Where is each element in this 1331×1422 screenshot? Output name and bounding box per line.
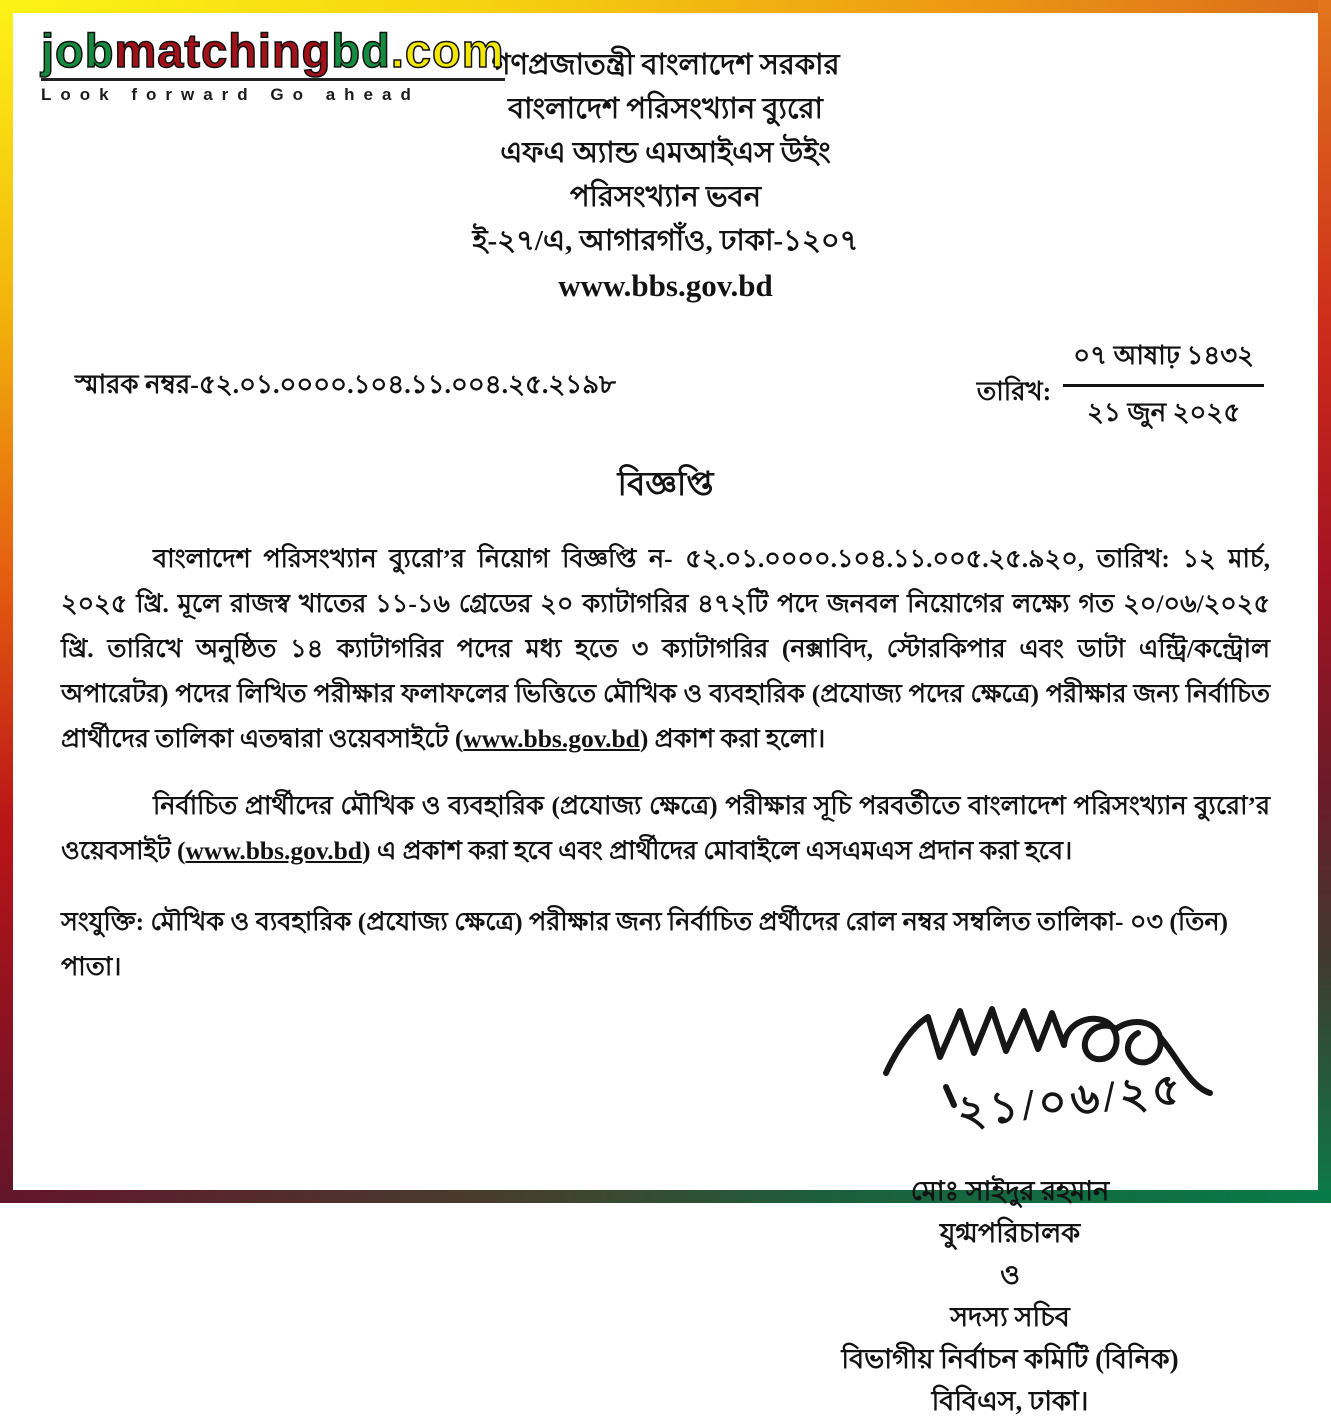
memo-date-row	[61, 335, 1270, 436]
letterhead-address: ই-২৭/এ, আগারগাঁও, ঢাকা-১২০৭	[472, 225, 859, 257]
letterhead-wing: এফএ অ্যান্ড এমআইএস উইং	[500, 137, 831, 169]
jobmatchingbd-logo	[41, 24, 505, 105]
para2-text-after-url: ) এ প্রকাশ করা হবে এবং প্রার্থীদের মোবাইলে এসএমএস প্রদান করা হবে।	[361, 836, 1073, 865]
notice-title: বিজ্ঞপ্তি	[617, 467, 714, 503]
logo-tagline: Look forward Go ahead	[41, 85, 420, 104]
para1-text-after-url: ) প্রকাশ করা হলো।	[639, 724, 826, 753]
signatory-organization: বিবিএস, ঢাকা।	[931, 1386, 1089, 1416]
date-fraction	[1063, 335, 1264, 436]
letterhead-website-text: www.bbs.gov.bd	[558, 268, 773, 303]
para1-bbs-website-link[interactable]: www.bbs.gov.bd	[463, 724, 640, 753]
signatory-designation2: সদস্য সচিব	[950, 1302, 1070, 1332]
memo-number: স্মারক নম্বর-৫২.০১.০০০০.১০৪.১১.০০৪.২৫.২১৯৮	[75, 369, 616, 399]
frame-border-right	[1318, 0, 1331, 1203]
handwritten-date: ২১/০৬/২৫	[954, 1064, 1187, 1137]
notice-paragraph-1	[61, 536, 1270, 761]
letterhead-bureau: বাংলাদেশ পরিসংখ্যান ব্যুরো	[508, 93, 823, 125]
date-label: তারিখ:	[976, 376, 1052, 406]
signatory-name: মোঃ সাইদুর রহমান	[910, 1176, 1110, 1206]
notice-paragraph-2	[61, 783, 1270, 873]
date-block	[977, 335, 1264, 436]
date-gregorian: ২১ জুন ২০২৫	[1087, 398, 1241, 427]
signatory-designation: যুগ্মপরিচালক	[939, 1218, 1081, 1248]
letterhead-building: পরিসংখ্যান ভবন	[569, 181, 762, 213]
signatory-committee: বিভাগীয় নির্বাচন কমিটি (বিনিক)	[841, 1344, 1179, 1374]
document-page	[13, 13, 1318, 1416]
signature-area	[780, 995, 1240, 1170]
logo-part-com: .com	[390, 24, 505, 77]
signatory-conjunction: ও	[1000, 1260, 1020, 1290]
attachment-line: সংযুক্তি: মৌখিক ও ব্যবহারিক (প্রযোজ্য ক্ষেত্রে) পরীক্ষার জন্য নির্বাচিত প্রর্থীদের রোল নম্বর সম্বলিত তালিকা- ০৩ (তিন) পাতা।	[61, 907, 1229, 981]
frame-border-left	[0, 0, 13, 1203]
jobmatchingbd-logo-wordmark	[41, 24, 505, 81]
logo-part-matching: matching	[114, 24, 332, 77]
letterhead-government: গণপ্রজাতন্ত্রী বাংলাদেশ সরকার	[491, 49, 840, 81]
para2-bbs-website-link[interactable]: www.bbs.gov.bd	[185, 836, 362, 865]
logo-part-job: job	[41, 24, 115, 77]
para1-text-before-url: বাংলাদেশ পরিসংখ্যান ব্যুরো’র নিয়োগ বিজ্ঞপ্তি ন- ৫২.০১.০০০০.১০৪.১১.০০৫.২৫.৯২০, তারিখ: ১২ মার্চ, ২০২৫ খ্রি. মূলে রাজস্ব খাতের ১১-১৬ গ্রেডের ২০ ক্যাটাগরির ৪৭২টি পদে জনবল নিয়োগের লক্ষ্যে গত ২০/০৬/২০২৫ খ্রি. তারিখে অনুষ্ঠিত ১৪ ক্যাটাগরির পদের মধ্য হতে ৩ ক্যাটাগরির (নক্সাবিদ, স্টোরকিপার এবং ডাটা এন্ট্রি/কন্ট্রোল অপারেটর) পদের লিখিত পরীক্ষার ফলাফলের ভিত্তিতে মৌখিক ও ব্যবহারিক (প্রযোজ্য পদের ক্ষেত্রে) পরীক্ষার জন্য নির্বাচিত প্রার্থীদের তালিকা এতদ্বারা ওয়েবসাইটে (	[61, 544, 1270, 753]
logo-part-bd: bd	[331, 24, 391, 77]
frame-border-top	[0, 0, 1331, 13]
para2-text-before-url: নির্বাচিত প্রার্থীদের মৌখিক ও ব্যবহারিক (প্রযোজ্য ক্ষেত্রে) পরীক্ষার সূচি পরবর্তীতে বাংলাদেশ পরিসংখ্যান ব্যুরো’র ওয়েবসাইট (	[61, 791, 1270, 865]
signature-block	[780, 995, 1240, 1422]
date-bangla: ০৭ আষাঢ় ১৪৩২	[1063, 335, 1264, 387]
